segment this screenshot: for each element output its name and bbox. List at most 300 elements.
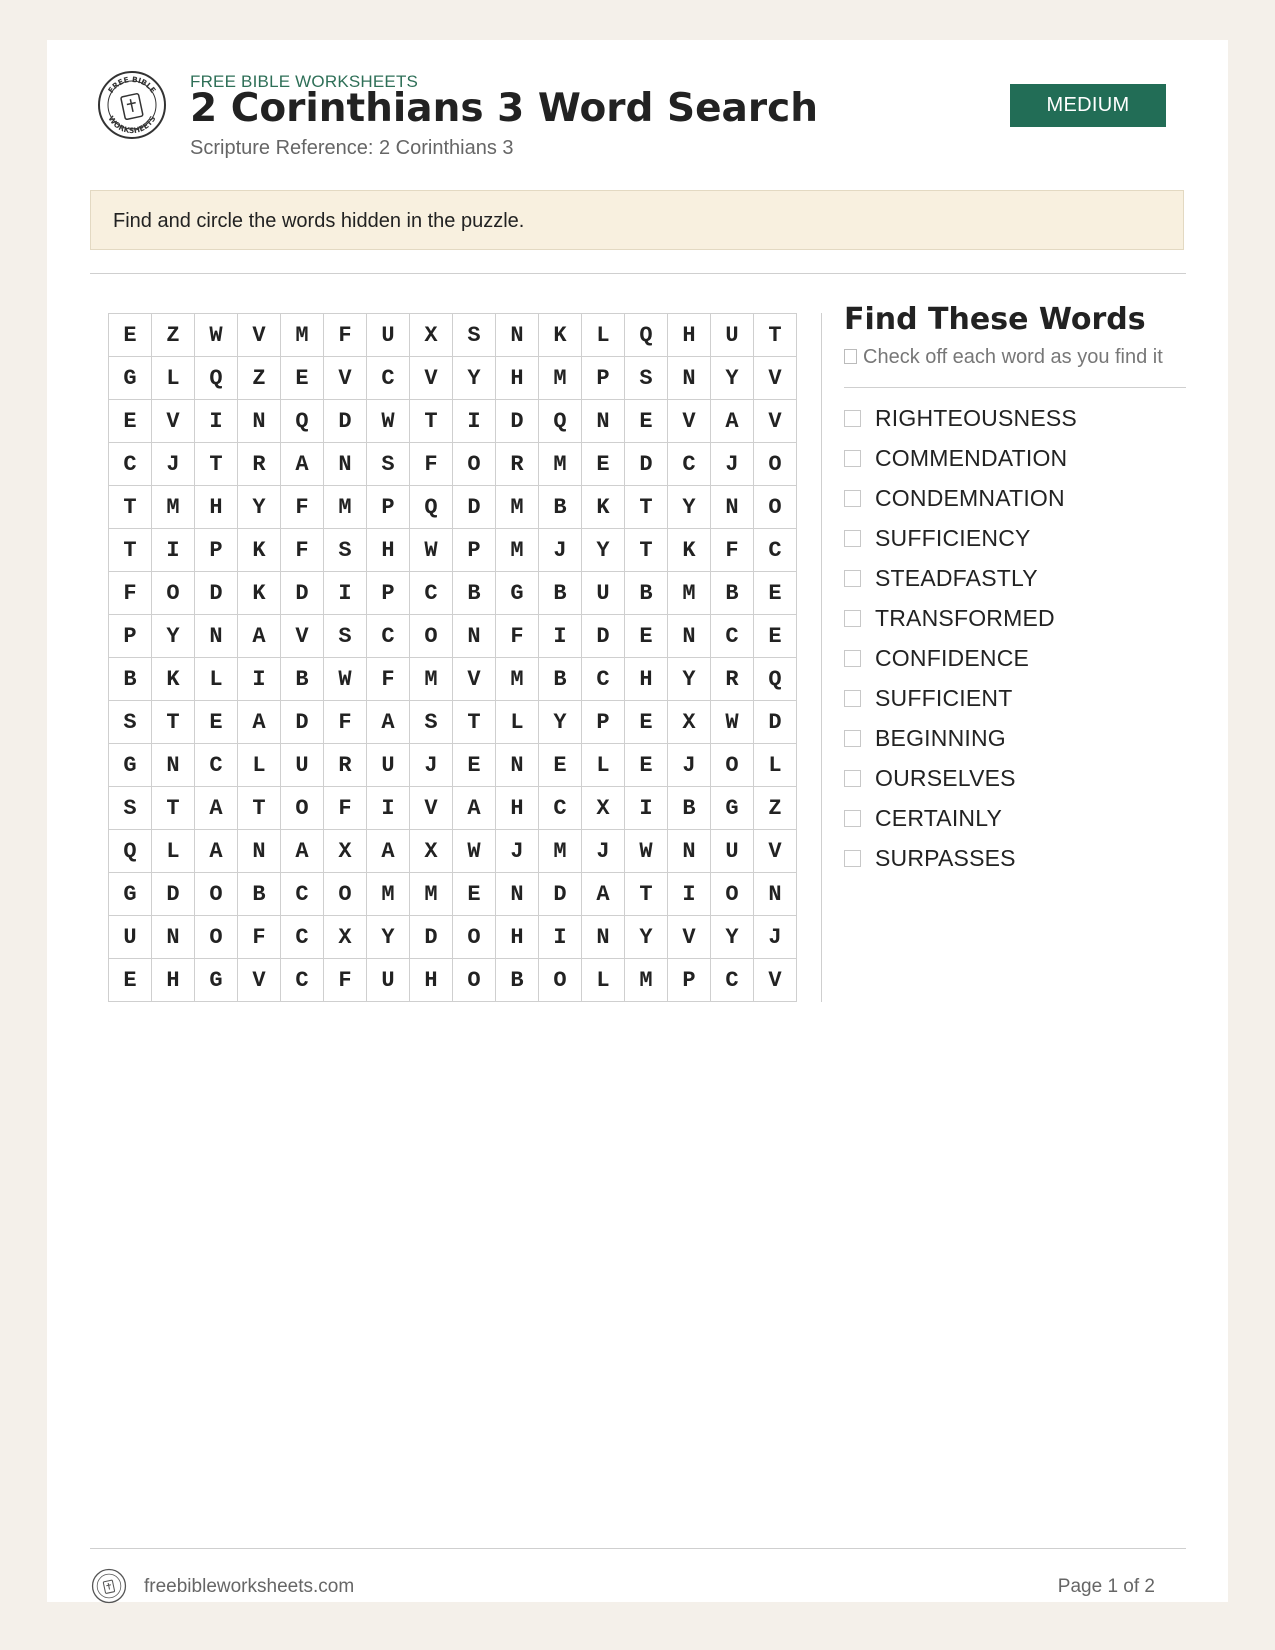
grid-cell[interactable]: D — [754, 701, 797, 744]
grid-cell[interactable]: D — [410, 916, 453, 959]
grid-cell[interactable]: J — [496, 830, 539, 873]
grid-cell[interactable]: C — [109, 443, 152, 486]
grid-cell[interactable]: D — [152, 873, 195, 916]
grid-cell[interactable]: E — [625, 744, 668, 787]
word-label: RIGHTEOUSNESS — [875, 404, 1077, 431]
word-checkbox[interactable] — [844, 730, 861, 747]
grid-cell[interactable]: O — [195, 873, 238, 916]
grid-cell[interactable]: O — [410, 615, 453, 658]
grid-cell[interactable]: V — [410, 787, 453, 830]
grid-cell[interactable]: V — [754, 830, 797, 873]
grid-cell[interactable]: S — [410, 701, 453, 744]
word-list-item — [844, 678, 1077, 718]
word-checkbox[interactable] — [844, 810, 861, 827]
grid-cell[interactable]: P — [668, 959, 711, 1002]
grid-cell[interactable]: Y — [711, 916, 754, 959]
word-label: CERTAINLY — [875, 804, 1003, 831]
grid-cell[interactable]: C — [195, 744, 238, 787]
grid-cell[interactable]: G — [711, 787, 754, 830]
grid-cell[interactable]: O — [711, 873, 754, 916]
grid-cell[interactable]: Y — [625, 916, 668, 959]
grid-cell[interactable]: M — [625, 959, 668, 1002]
grid-cell[interactable]: B — [281, 658, 324, 701]
grid-cell[interactable]: P — [367, 572, 410, 615]
word-search-grid — [108, 313, 797, 1002]
grid-cell[interactable]: U — [367, 744, 410, 787]
grid-cell[interactable]: F — [496, 615, 539, 658]
grid-cell[interactable]: C — [711, 615, 754, 658]
grid-cell[interactable]: M — [496, 486, 539, 529]
grid-cell[interactable]: I — [152, 529, 195, 572]
grid-cell[interactable]: V — [754, 357, 797, 400]
grid-cell[interactable]: U — [367, 314, 410, 357]
grid-cell[interactable]: K — [238, 529, 281, 572]
grid-cell[interactable]: L — [496, 701, 539, 744]
grid-cell[interactable]: L — [195, 658, 238, 701]
grid-cell[interactable]: O — [754, 486, 797, 529]
grid-cell[interactable]: A — [367, 830, 410, 873]
grid-cell[interactable]: A — [453, 787, 496, 830]
grid-cell[interactable]: M — [539, 357, 582, 400]
grid-cell[interactable]: O — [453, 959, 496, 1002]
grid-cell[interactable]: F — [711, 529, 754, 572]
grid-cell[interactable]: Q — [195, 357, 238, 400]
grid-cell[interactable]: A — [238, 615, 281, 658]
column-divider — [821, 313, 822, 1002]
grid-cell[interactable]: H — [195, 486, 238, 529]
grid-cell[interactable]: B — [625, 572, 668, 615]
grid-cell[interactable]: A — [281, 443, 324, 486]
word-label: TRANSFORMED — [875, 604, 1055, 631]
grid-cell[interactable]: F — [324, 959, 367, 1002]
grid-cell[interactable]: Z — [152, 314, 195, 357]
grid-cell[interactable]: F — [281, 486, 324, 529]
grid-cell[interactable]: V — [754, 400, 797, 443]
grid-cell[interactable]: B — [453, 572, 496, 615]
word-checkbox[interactable] — [844, 850, 861, 867]
grid-cell[interactable]: H — [152, 959, 195, 1002]
grid-cell[interactable]: F — [367, 658, 410, 701]
grid-cell[interactable]: N — [496, 873, 539, 916]
grid-cell[interactable]: P — [453, 529, 496, 572]
grid-cell[interactable]: X — [410, 314, 453, 357]
grid-cell[interactable]: S — [324, 529, 367, 572]
grid-cell[interactable]: N — [496, 314, 539, 357]
grid-cell[interactable]: T — [754, 314, 797, 357]
grid-cell[interactable]: H — [496, 916, 539, 959]
grid-cell[interactable]: Q — [410, 486, 453, 529]
grid-cell[interactable]: O — [324, 873, 367, 916]
grid-cell[interactable]: V — [238, 314, 281, 357]
grid-cell[interactable]: L — [582, 314, 625, 357]
grid-cell[interactable]: C — [582, 658, 625, 701]
grid-cell[interactable]: N — [238, 830, 281, 873]
word-label: OURSELVES — [875, 764, 1016, 791]
grid-cell[interactable]: U — [711, 830, 754, 873]
word-checkbox[interactable] — [844, 690, 861, 707]
grid-cell[interactable]: N — [496, 744, 539, 787]
word-label: BEGINNING — [875, 724, 1006, 751]
grid-cell[interactable]: V — [238, 959, 281, 1002]
grid-cell[interactable]: M — [539, 830, 582, 873]
grid-cell[interactable]: H — [496, 357, 539, 400]
grid-cell[interactable]: C — [367, 615, 410, 658]
grid-cell[interactable]: C — [281, 959, 324, 1002]
grid-cell[interactable]: T — [152, 787, 195, 830]
grid-cell[interactable]: D — [625, 443, 668, 486]
grid-cell[interactable]: Y — [582, 529, 625, 572]
grid-cell[interactable]: D — [281, 701, 324, 744]
grid-cell[interactable]: X — [410, 830, 453, 873]
grid-cell[interactable]: E — [625, 615, 668, 658]
grid-cell[interactable]: H — [668, 314, 711, 357]
grid-cell[interactable]: C — [754, 529, 797, 572]
grid-cell[interactable]: C — [410, 572, 453, 615]
grid-cell[interactable]: Q — [539, 400, 582, 443]
grid-cell[interactable]: K — [539, 314, 582, 357]
grid-cell[interactable]: A — [195, 830, 238, 873]
grid-cell[interactable]: X — [324, 830, 367, 873]
grid-cell[interactable]: I — [625, 787, 668, 830]
grid-cell[interactable]: Y — [668, 486, 711, 529]
grid-cell[interactable]: I — [539, 615, 582, 658]
grid-cell[interactable]: C — [281, 873, 324, 916]
grid-cell[interactable]: W — [711, 701, 754, 744]
grid-cell[interactable]: E — [195, 701, 238, 744]
grid-cell[interactable]: K — [152, 658, 195, 701]
footer-logo-icon — [91, 1568, 127, 1604]
grid-cell[interactable]: E — [453, 873, 496, 916]
word-checkbox[interactable] — [844, 530, 861, 547]
grid-cell[interactable]: O — [453, 443, 496, 486]
grid-row — [109, 529, 797, 572]
grid-cell[interactable]: T — [109, 486, 152, 529]
page-number: Page 1 of 2 — [1057, 1576, 1155, 1597]
grid-cell[interactable]: W — [367, 400, 410, 443]
grid-cell[interactable]: B — [539, 658, 582, 701]
grid-row — [109, 486, 797, 529]
grid-cell[interactable]: Y — [668, 658, 711, 701]
grid-cell[interactable]: O — [711, 744, 754, 787]
grid-cell[interactable]: N — [754, 873, 797, 916]
word-label: CONDEMNATION — [875, 484, 1065, 511]
grid-cell[interactable]: E — [109, 400, 152, 443]
grid-cell[interactable]: A — [281, 830, 324, 873]
grid-cell[interactable]: O — [281, 787, 324, 830]
grid-cell[interactable]: J — [668, 744, 711, 787]
grid-cell[interactable]: M — [367, 873, 410, 916]
grid-cell[interactable]: J — [539, 529, 582, 572]
grid-cell[interactable]: O — [453, 916, 496, 959]
word-checkbox[interactable] — [844, 570, 861, 587]
grid-cell[interactable]: S — [453, 314, 496, 357]
grid-cell[interactable]: J — [152, 443, 195, 486]
grid-cell[interactable]: V — [281, 615, 324, 658]
grid-cell[interactable]: N — [582, 916, 625, 959]
grid-cell[interactable]: F — [281, 529, 324, 572]
grid-cell[interactable]: J — [410, 744, 453, 787]
grid-cell[interactable]: Y — [453, 357, 496, 400]
grid-cell[interactable]: B — [668, 787, 711, 830]
grid-cell[interactable]: J — [754, 916, 797, 959]
grid-cell[interactable]: V — [453, 658, 496, 701]
grid-cell[interactable]: F — [324, 701, 367, 744]
grid-cell[interactable]: M — [668, 572, 711, 615]
grid-cell[interactable]: B — [539, 486, 582, 529]
word-list-item — [844, 398, 1077, 438]
word-list-item — [844, 758, 1077, 798]
grid-cell[interactable]: B — [109, 658, 152, 701]
grid-cell[interactable]: I — [453, 400, 496, 443]
grid-cell[interactable]: L — [582, 744, 625, 787]
grid-cell[interactable]: R — [324, 744, 367, 787]
grid-cell[interactable]: U — [711, 314, 754, 357]
grid-cell[interactable]: A — [195, 787, 238, 830]
grid-cell[interactable]: J — [582, 830, 625, 873]
grid-cell[interactable]: D — [281, 572, 324, 615]
word-list — [844, 398, 1077, 878]
grid-cell[interactable]: N — [711, 486, 754, 529]
grid-row — [109, 873, 797, 916]
grid-cell[interactable]: P — [195, 529, 238, 572]
grid-cell[interactable]: T — [453, 701, 496, 744]
grid-cell[interactable]: M — [410, 873, 453, 916]
grid-cell[interactable]: C — [668, 443, 711, 486]
grid-cell[interactable]: F — [410, 443, 453, 486]
grid-cell[interactable]: L — [754, 744, 797, 787]
grid-cell[interactable]: B — [539, 572, 582, 615]
grid-cell[interactable]: F — [238, 916, 281, 959]
grid-cell[interactable]: O — [152, 572, 195, 615]
word-checkbox[interactable] — [844, 410, 861, 427]
grid-cell[interactable]: E — [109, 959, 152, 1002]
grid-cell[interactable]: T — [410, 400, 453, 443]
grid-cell[interactable]: T — [195, 443, 238, 486]
grid-cell[interactable]: T — [625, 873, 668, 916]
grid-cell[interactable]: Y — [711, 357, 754, 400]
grid-cell[interactable]: Y — [238, 486, 281, 529]
grid-cell[interactable]: A — [711, 400, 754, 443]
grid-cell[interactable]: P — [582, 357, 625, 400]
grid-cell[interactable]: B — [711, 572, 754, 615]
grid-cell[interactable]: R — [496, 443, 539, 486]
grid-cell[interactable]: V — [668, 400, 711, 443]
word-list-item — [844, 438, 1077, 478]
grid-row — [109, 615, 797, 658]
grid-cell[interactable]: A — [367, 701, 410, 744]
grid-row — [109, 658, 797, 701]
grid-cell[interactable]: E — [754, 572, 797, 615]
grid-cell[interactable]: S — [109, 701, 152, 744]
grid-cell[interactable]: T — [152, 701, 195, 744]
grid-cell[interactable]: J — [711, 443, 754, 486]
checkbox-icon — [844, 349, 857, 364]
divider — [844, 387, 1186, 388]
grid-cell[interactable]: R — [238, 443, 281, 486]
grid-cell[interactable]: F — [324, 787, 367, 830]
grid-cell[interactable]: B — [238, 873, 281, 916]
grid-cell[interactable]: N — [582, 400, 625, 443]
grid-cell[interactable]: E — [109, 314, 152, 357]
grid-cell[interactable]: M — [496, 658, 539, 701]
grid-cell[interactable]: E — [453, 744, 496, 787]
grid-cell[interactable]: W — [410, 529, 453, 572]
grid-cell[interactable]: Z — [754, 787, 797, 830]
grid-cell[interactable]: I — [668, 873, 711, 916]
grid-cell[interactable]: H — [496, 787, 539, 830]
grid-cell[interactable]: F — [324, 314, 367, 357]
grid-cell[interactable]: D — [324, 400, 367, 443]
grid-cell[interactable]: X — [668, 701, 711, 744]
grid-cell[interactable]: W — [324, 658, 367, 701]
grid-cell[interactable]: X — [582, 787, 625, 830]
grid-cell[interactable]: Y — [539, 701, 582, 744]
grid-cell[interactable]: O — [754, 443, 797, 486]
grid-cell[interactable]: B — [496, 959, 539, 1002]
grid-row — [109, 443, 797, 486]
grid-cell[interactable]: T — [109, 529, 152, 572]
grid-cell[interactable]: N — [668, 357, 711, 400]
grid-cell[interactable]: G — [195, 959, 238, 1002]
grid-cell[interactable]: A — [582, 873, 625, 916]
grid-cell[interactable]: N — [238, 400, 281, 443]
grid-cell[interactable]: P — [109, 615, 152, 658]
grid-cell[interactable]: T — [238, 787, 281, 830]
grid-cell[interactable]: P — [582, 701, 625, 744]
grid-cell[interactable]: H — [367, 529, 410, 572]
grid-cell[interactable]: D — [453, 486, 496, 529]
grid-cell[interactable]: I — [195, 400, 238, 443]
grid-cell[interactable]: X — [324, 916, 367, 959]
grid-cell[interactable]: V — [152, 400, 195, 443]
grid-cell[interactable]: E — [754, 615, 797, 658]
grid-cell[interactable]: G — [109, 873, 152, 916]
grid-cell[interactable]: N — [668, 830, 711, 873]
grid-cell[interactable]: V — [754, 959, 797, 1002]
grid-cell[interactable]: I — [539, 916, 582, 959]
grid-cell[interactable]: O — [195, 916, 238, 959]
grid-cell[interactable]: D — [496, 400, 539, 443]
grid-cell[interactable]: Z — [238, 357, 281, 400]
grid-cell[interactable]: U — [109, 916, 152, 959]
grid-cell[interactable]: N — [668, 615, 711, 658]
grid-cell[interactable]: C — [539, 787, 582, 830]
grid-cell[interactable]: E — [539, 744, 582, 787]
grid-cell[interactable]: N — [152, 916, 195, 959]
divider — [90, 273, 1186, 274]
grid-cell[interactable]: E — [582, 443, 625, 486]
word-checkbox[interactable] — [844, 490, 861, 507]
grid-cell[interactable]: A — [238, 701, 281, 744]
grid-cell[interactable]: D — [195, 572, 238, 615]
word-list-item — [844, 518, 1077, 558]
grid-cell[interactable]: W — [453, 830, 496, 873]
grid-cell[interactable]: C — [711, 959, 754, 1002]
grid-cell[interactable]: C — [281, 916, 324, 959]
word-list-item — [844, 478, 1077, 518]
grid-cell[interactable]: K — [668, 529, 711, 572]
grid-cell[interactable]: L — [152, 830, 195, 873]
grid-cell[interactable]: L — [238, 744, 281, 787]
grid-cell[interactable]: D — [582, 615, 625, 658]
grid-cell[interactable]: I — [367, 787, 410, 830]
grid-cell[interactable]: Q — [109, 830, 152, 873]
grid-cell[interactable]: M — [496, 529, 539, 572]
grid-cell[interactable]: G — [109, 744, 152, 787]
grid-cell[interactable]: K — [238, 572, 281, 615]
grid-cell[interactable]: T — [625, 486, 668, 529]
grid-cell[interactable]: U — [281, 744, 324, 787]
grid-cell[interactable]: W — [625, 830, 668, 873]
grid-cell[interactable]: Q — [754, 658, 797, 701]
grid-cell[interactable]: R — [711, 658, 754, 701]
grid-cell[interactable]: N — [453, 615, 496, 658]
grid-cell[interactable]: C — [367, 357, 410, 400]
grid-cell[interactable]: U — [582, 572, 625, 615]
grid-cell[interactable]: F — [109, 572, 152, 615]
grid-cell[interactable]: P — [367, 486, 410, 529]
grid-row — [109, 959, 797, 1002]
grid-cell[interactable]: U — [367, 959, 410, 1002]
footer-site-link[interactable]: freebibleworksheets.com — [144, 1576, 355, 1597]
grid-cell[interactable]: N — [152, 744, 195, 787]
grid-cell[interactable]: V — [410, 357, 453, 400]
page-title: 2 Corinthians 3 Word Search — [190, 86, 818, 131]
grid-cell[interactable]: M — [539, 443, 582, 486]
grid-cell[interactable]: W — [195, 314, 238, 357]
grid-cell[interactable]: S — [625, 357, 668, 400]
grid-cell[interactable]: Y — [152, 615, 195, 658]
grid-cell[interactable]: Q — [281, 400, 324, 443]
grid-cell[interactable]: D — [539, 873, 582, 916]
grid-cell[interactable]: L — [152, 357, 195, 400]
grid-cell[interactable]: Q — [625, 314, 668, 357]
grid-cell[interactable]: S — [324, 615, 367, 658]
grid-cell[interactable]: H — [625, 658, 668, 701]
grid-cell[interactable]: S — [109, 787, 152, 830]
grid-cell[interactable]: Y — [367, 916, 410, 959]
word-checkbox[interactable] — [844, 770, 861, 787]
grid-cell[interactable]: E — [625, 400, 668, 443]
grid-cell[interactable]: L — [582, 959, 625, 1002]
grid-cell[interactable]: G — [496, 572, 539, 615]
grid-cell[interactable]: V — [324, 357, 367, 400]
grid-cell[interactable]: N — [324, 443, 367, 486]
word-checkbox[interactable] — [844, 450, 861, 467]
word-checkbox[interactable] — [844, 650, 861, 667]
grid-cell[interactable]: M — [281, 314, 324, 357]
word-label: SURPASSES — [875, 844, 1016, 871]
grid-cell[interactable]: T — [625, 529, 668, 572]
grid-cell[interactable]: E — [625, 701, 668, 744]
grid-cell[interactable]: E — [281, 357, 324, 400]
grid-row — [109, 787, 797, 830]
word-checkbox[interactable] — [844, 610, 861, 627]
grid-cell[interactable]: K — [582, 486, 625, 529]
footer-divider — [90, 1548, 1186, 1549]
grid-cell[interactable]: I — [324, 572, 367, 615]
grid-cell[interactable]: N — [195, 615, 238, 658]
grid-cell[interactable]: O — [539, 959, 582, 1002]
grid-cell[interactable]: M — [152, 486, 195, 529]
grid-cell[interactable]: M — [324, 486, 367, 529]
grid-cell[interactable]: V — [668, 916, 711, 959]
grid-cell[interactable]: H — [410, 959, 453, 1002]
grid-cell[interactable]: G — [109, 357, 152, 400]
grid-cell[interactable]: M — [410, 658, 453, 701]
grid-cell[interactable]: I — [238, 658, 281, 701]
grid-cell[interactable]: S — [367, 443, 410, 486]
